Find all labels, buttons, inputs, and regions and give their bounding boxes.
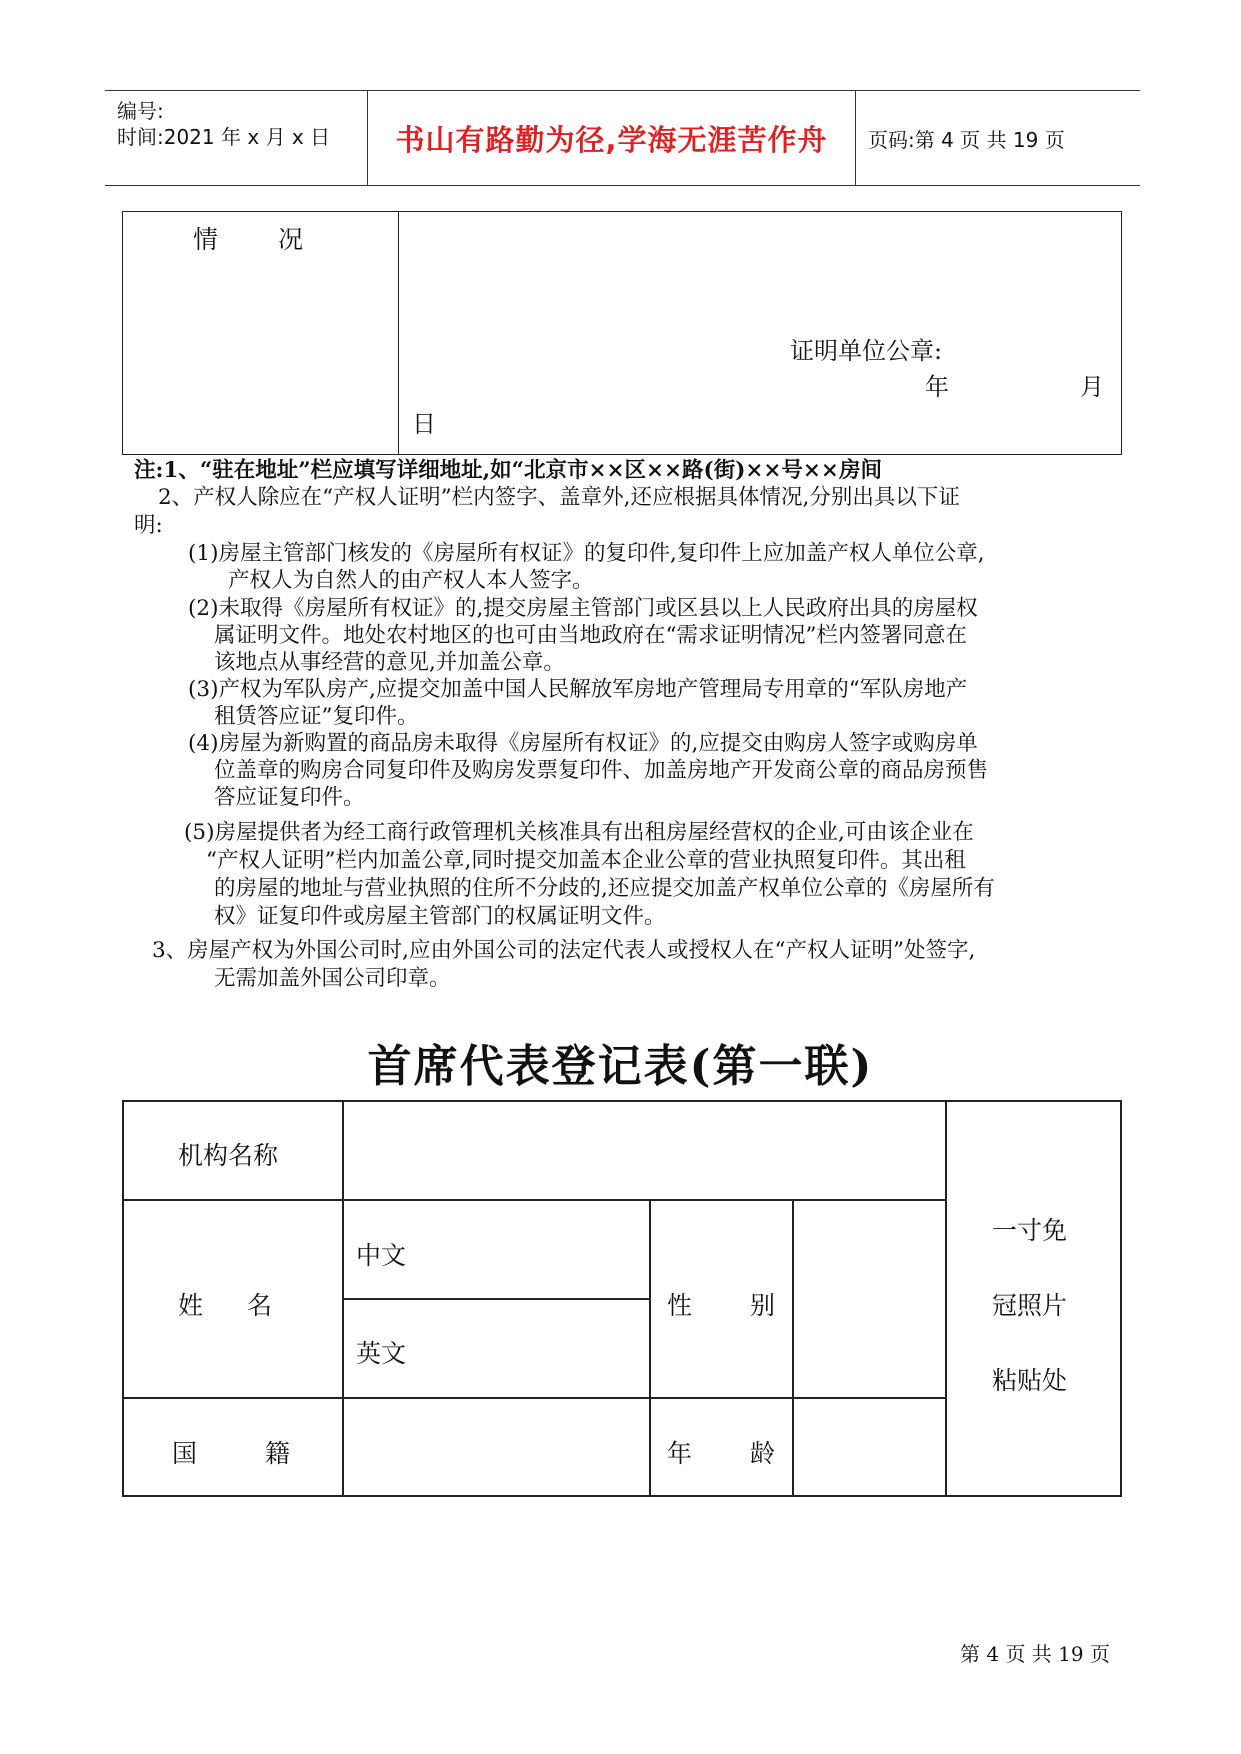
note-2-1-line-1: (1)房屋主管部门核发的《房屋所有权证》的复印件,复印件上应加盖产权人单位公章,: [188, 541, 985, 566]
form-title: 首席代表登记表(第一联): [367, 1041, 874, 1092]
note-2-4-line-3: 答应证复印件。: [214, 785, 365, 810]
registration-table: [122, 1100, 1122, 1497]
age-label: 年龄: [667, 1439, 834, 1468]
note-3-line-2: 无需加盖外国公司印章。: [214, 966, 451, 991]
table-border-bottom: [122, 1495, 1122, 1497]
org-name-label: 机构名称: [178, 1141, 279, 1170]
note-3-line-1: 3、房屋产权为外国公司时,应由外国公司的法定代表人或授权人在“产权人证明”处签字,: [152, 938, 976, 963]
footer-page-label: 第 4 页 共 19 页: [960, 1642, 1110, 1666]
situation-table: [122, 211, 1122, 455]
row-divider-2: [122, 1397, 946, 1399]
note-2-5-line-3: 的房屋的地址与营业执照的住所不分歧的,还应提交加盖产权单位公章的《房屋所有: [214, 876, 995, 901]
gender-label: 性别: [667, 1291, 834, 1320]
english-label: 英文: [356, 1339, 407, 1368]
header-page-cell: [856, 91, 1140, 185]
note-2-1-line-2: 产权人为自然人的由产权人本人签字。: [228, 568, 594, 593]
nationality-label: 国籍: [172, 1439, 359, 1468]
photo-note-line-3: 粘贴处: [992, 1366, 1068, 1395]
name-label: 姓名: [178, 1291, 317, 1320]
situation-label-cell: [123, 212, 399, 454]
note-2-2-line-3: 该地点从事经营的意见,并加盖公章。: [214, 650, 565, 675]
note-2-line-1: 2、产权人除应在“产权人证明”栏内签字、盖章外,还应根据具体情况,分别出具以下证: [158, 485, 960, 510]
note-2-5-line-4: 权》证复印件或房屋主管部门的权属证明文件。: [214, 904, 666, 929]
header-meta: [105, 91, 367, 185]
header-motto-cell: [367, 91, 856, 185]
page-header: [105, 90, 1140, 186]
photo-note-line-2: 冠照片: [992, 1291, 1068, 1320]
note-2-2-line-1: (2)未取得《房屋所有权证》的,提交房屋主管部门或区县以上人民政府出具的房屋权: [188, 596, 978, 621]
col-divider-2: [649, 1199, 651, 1497]
table-border-top: [122, 1100, 1122, 1102]
table-border-left: [122, 1100, 124, 1497]
note-2-5-line-1: (5)房屋提供者为经工商行政管理机关核准具有出租房屋经营权的企业,可由该企业在: [184, 820, 974, 845]
month-label: 月: [1080, 373, 1104, 401]
day-label: 日: [412, 410, 436, 438]
table-border-right: [1120, 1100, 1122, 1497]
stamp-label: 证明单位公章:: [790, 337, 943, 365]
year-label: 年: [925, 373, 949, 401]
chinese-label: 中文: [356, 1241, 407, 1270]
motto-text: 书山有路勤为径,学海无涯苦作舟: [395, 122, 828, 157]
row-divider-name: [342, 1298, 650, 1300]
photo-note-line-1: 一寸免: [992, 1216, 1068, 1245]
note-2-2-line-2: 属证明文件。地处农村地区的也可由当地政府在“需求证明情况”栏内签署同意在: [214, 623, 967, 648]
note-2-4-line-1: (4)房屋为新购置的商品房未取得《房屋所有权证》的,应提交由购房人签字或购房单: [188, 731, 978, 756]
note-2-line-2: 明:: [134, 513, 163, 538]
row-divider-1: [122, 1199, 946, 1201]
number-label: 编号:: [117, 99, 164, 123]
note-1: 注:1、“驻在地址”栏应填写详细地址,如“北京市××区××路(街)××号××房间: [134, 458, 882, 483]
note-2-3-line-1: (3)产权为军队房产,应提交加盖中国人民解放军房地产管理局专用章的“军队房地产: [188, 677, 968, 702]
situation-label: 情况: [193, 225, 364, 254]
note-2-5-line-2: “产权人证明”栏内加盖公章,同时提交加盖本企业公章的营业执照复印件。其出租: [206, 848, 966, 873]
time-label: 时间:2021 年 x 月 x 日: [117, 125, 331, 149]
note-2-4-line-2: 位盖章的购房合同复印件及购房发票复印件、加盖房地产开发商公章的商品房预售: [214, 758, 989, 783]
note-2-3-line-2: 租赁答应证”复印件。: [214, 704, 419, 729]
col-divider-photo: [945, 1100, 947, 1497]
header-page-label: 页码:第 4 页 共 19 页: [868, 127, 1065, 152]
